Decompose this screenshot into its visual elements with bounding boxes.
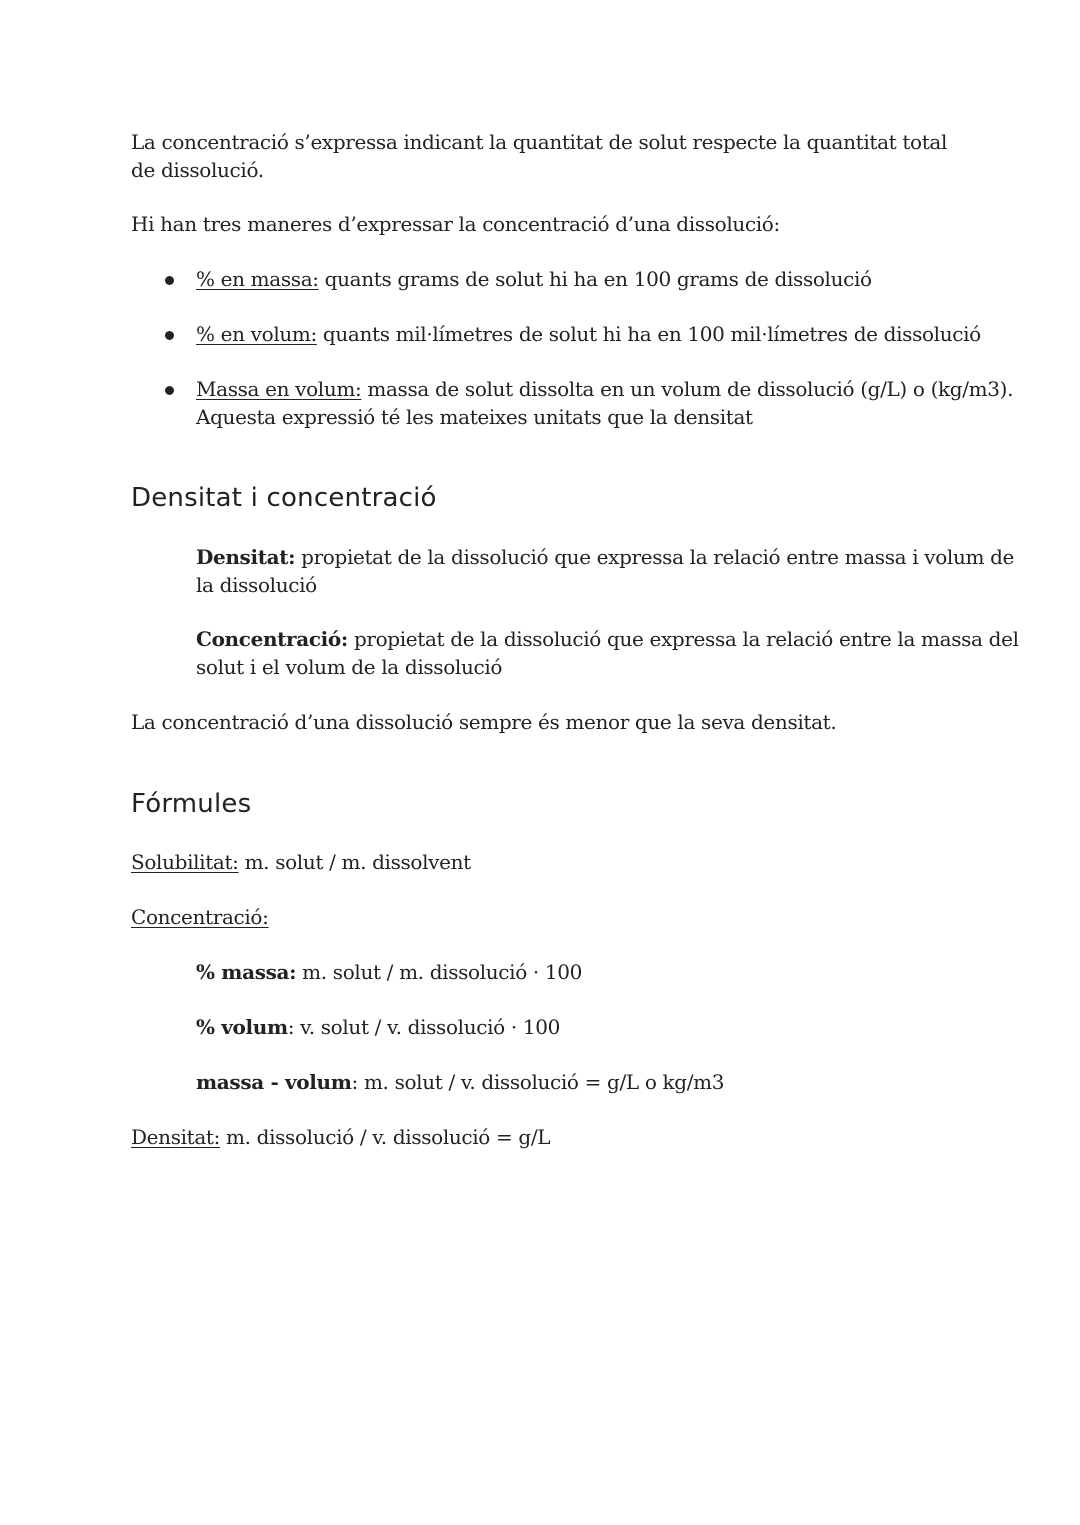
- density-text: propietat de la dissolució que expressa la relació entre massa i volum de la dissolució: [196, 545, 1015, 597]
- list-item: [131, 265, 1026, 293]
- density-formula-term: Densitat:: [131, 1125, 220, 1149]
- bullet-icon: [165, 331, 174, 340]
- mass-volume-term: massa - volum: [196, 1070, 352, 1094]
- bullet-term: % en massa:: [196, 267, 319, 291]
- list-item: [131, 320, 1026, 348]
- formula-density: [131, 1123, 961, 1151]
- formula-percent-mass: [131, 958, 1026, 986]
- bullet-term: % en volum:: [196, 322, 317, 346]
- density-note: La concentració d’una dissolució sempre és menor que la seva densitat.: [131, 710, 837, 734]
- ways-intro: Hi han tres maneres d’expressar la concentració d’una dissolució:: [131, 212, 780, 236]
- mass-volume-text: : m. solut / v. dissolució = g/L o kg/m3: [351, 1070, 725, 1094]
- bullet-text: quants grams de solut hi ha en 100 grams de dissolució: [318, 267, 872, 291]
- bullet-text: massa de solut dissolta en un volum de dissolució (g/L) o (kg/m3). Aquesta expressió té les mateixes unitats que la densitat: [196, 377, 1014, 429]
- concentration-label: Concentració:: [131, 905, 269, 929]
- concentration-definition: [131, 625, 1026, 681]
- percent-mass-term: % massa:: [196, 960, 297, 984]
- list-item: [131, 375, 1026, 431]
- percent-mass-text: m. solut / m. dissolució · 100: [296, 960, 583, 984]
- density-formula-text: m. dissolució / v. dissolució = g/L: [220, 1125, 551, 1149]
- formula-concentration-label: [131, 903, 961, 931]
- density-term: Densitat:: [196, 545, 296, 569]
- bullet-icon: [165, 386, 174, 395]
- formula-mass-volume: [131, 1068, 1026, 1096]
- bullet-term: Massa en volum:: [196, 377, 362, 401]
- solubility-term: Solubilitat:: [131, 850, 239, 874]
- bullet-text: quants mil·límetres de solut hi ha en 100 mil·límetres de dissolució: [316, 322, 981, 346]
- percent-volume-text: : v. solut / v. dissolució · 100: [287, 1015, 560, 1039]
- formula-solubility: [131, 848, 961, 876]
- formula-percent-volume: [131, 1013, 1026, 1041]
- section-heading-density: Densitat i concentració: [131, 483, 437, 513]
- concentration-term: Concentració:: [196, 627, 348, 651]
- section-heading-formulas: Fórmules: [131, 789, 252, 819]
- bullet-icon: [165, 276, 174, 285]
- percent-volume-term: % volum: [196, 1015, 288, 1039]
- intro-paragraph: La concentració s’expressa indicant la quantitat de solut respecte la quantitat total de dissolució.: [131, 130, 948, 182]
- concentration-text: propietat de la dissolució que expressa la relació entre la massa del solut i el volum de la dissolució: [196, 627, 1019, 679]
- density-definition: [131, 543, 1026, 599]
- solubility-text: m. solut / m. dissolvent: [238, 850, 471, 874]
